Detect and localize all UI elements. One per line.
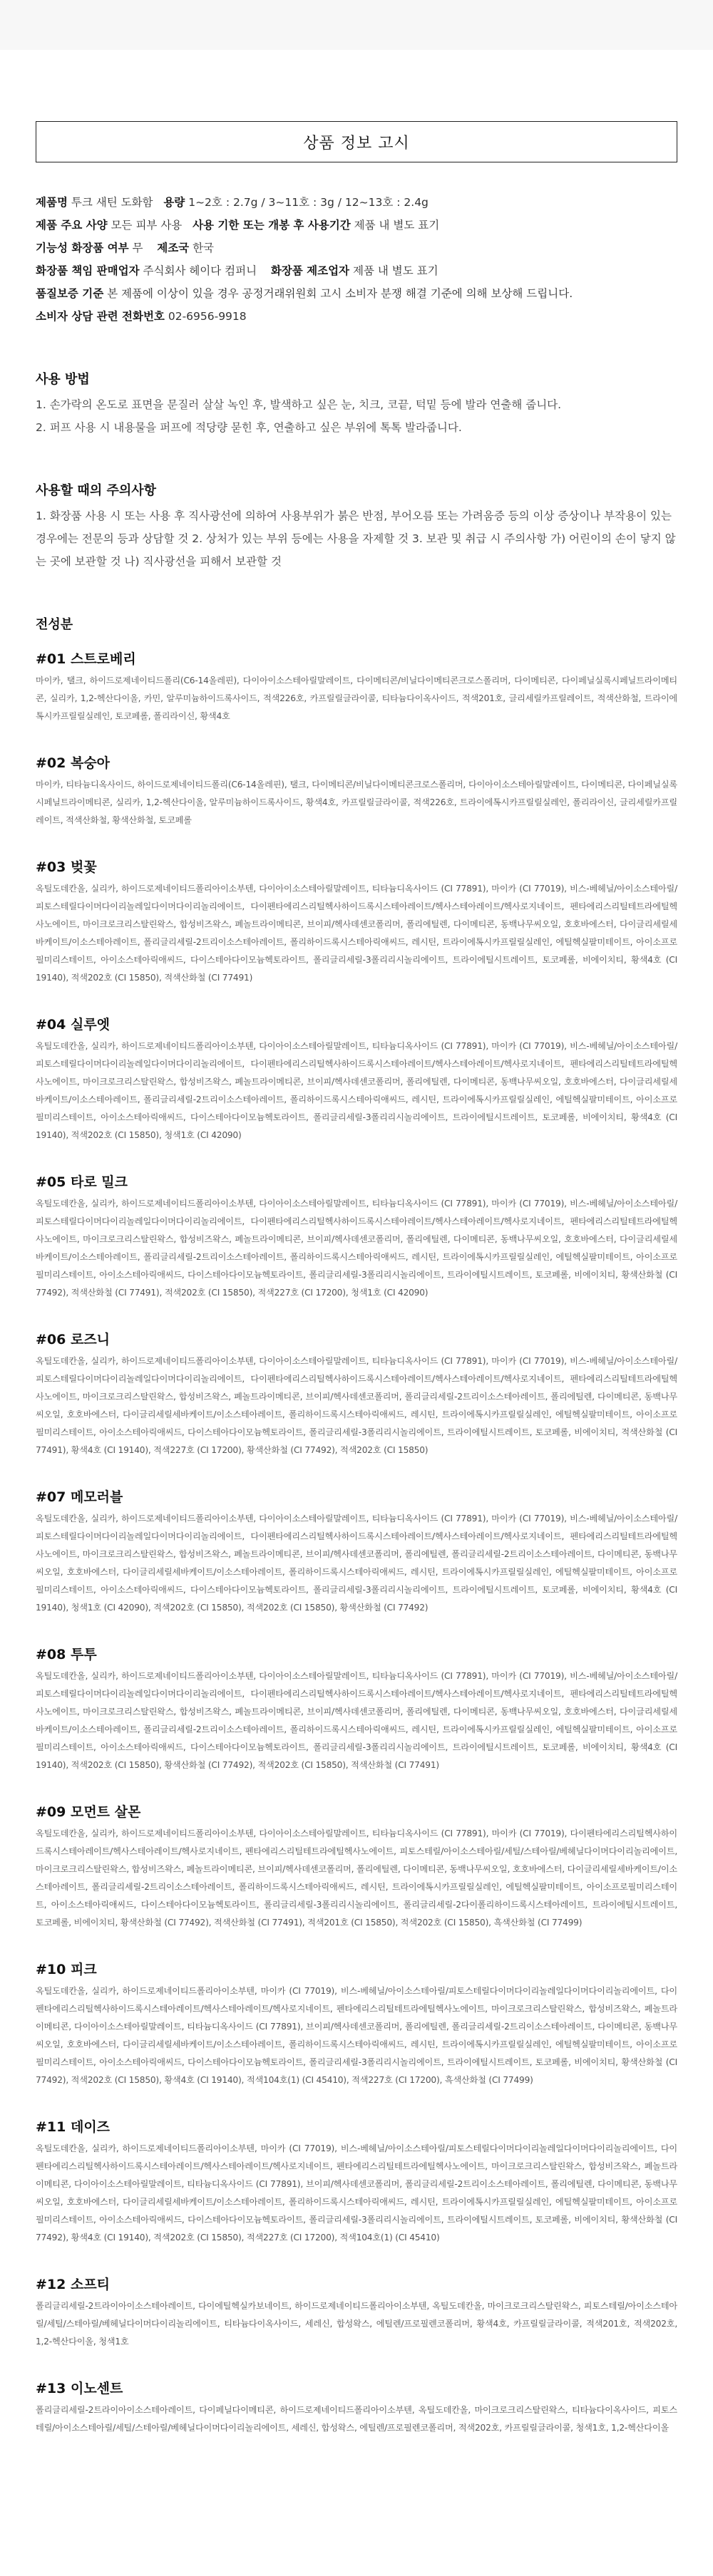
maker-label: 화장품 제조업자 <box>270 264 350 277</box>
expiry-value: 제품 내 별도 표기 <box>354 219 440 232</box>
ingredient-list: 옥틸도데칸올, 실리카, 하이드로제네이티드폴리아이소부텐, 다이아이소스테아릴말레이트, 티타늄디옥사이드 (CI 77891), 마이카 (CI 77019), 비스-베헤닐/아이소스테아릴/피토스테릴다이머다이리놀레일다이머다이리놀리에이트, 다이펜타에리스리틸헥사하이드록시스테아레이트/헥사스테아레이트/헥사로지네이트, 펜타에리스리틸테트라에틸헥사노에이트, 마이크로크리스탈린왁스, 합성비즈왁스, 폐놀트라이메티콘, 브이피/헥사데센코폴리머, 폴리에틸렌, 다이메티콘, 동백나무씨오일, 호호바에스터, 다이글리세릴세바케이트/이소스테아레이트, 폴리글리세릴-2트리이소스테아레이트, 폴리하이드록시스테아릭애씨드, 레시틴, 트라이에톡시카프릴릴실레인, 에틸헥실팔미테이트, 아이소프로필미리스테이트, 아이소스테아릭애씨드, 다이스테아다이모늄헥토라이트, 폴리글리세릴-3폴리리시놀리에이트, 트라이에틸시트레이트, 토코페롤, 비에이치티, 황색4호 (CI 19140), 적색202호 (CI 15850), 청색1호 (CI 42090) <box>36 1041 677 1140</box>
seller-value: 주식회사 헤이다 컴퍼니 <box>143 264 257 277</box>
contact-value: 02-6956-9918 <box>168 310 247 323</box>
ingredient-list: 폴리글리세릴-2트라이아이소스테아레이트, 다이페닐다이메티콘, 하이드로제네이티드폴리아이소부텐, 옥틸도데칸올, 마이크로크리스탈린왁스, 티타늄다이옥사이드, 피토스테릴/아이소스테아릴/세틸/스테아릴/베헤닐다이머다이리놀리에이트, 세레신, 합성왁스, 에틸렌/프로필렌코폴리머, 적색202호, 카프릴릴글라이콜, 청색1호, 1,2-헥산다이올 <box>36 2405 677 2433</box>
expiry-label: 사용 기한 또는 개봉 후 사용기간 <box>193 219 351 232</box>
ingredient-list: 옥틸도데칸올, 실리카, 하이드로제네이티드폴리아이소부텐, 다이아이소스테아릴말레이트, 티타늄디옥사이드 (CI 77891), 마이카 (CI 77019), 비스-베헤닐/아이소스테아릴/피토스테릴다이머다이리놀레일다이머다이리놀리에이트, 다이펜타에리스리틸헥사하이드록시스테아레이트/헥사스테아레이트/헥사로지네이트, 펜타에리스리틸테트라에틸헥사노에이트, 마이크로크리스탈린왁스, 합성비즈왁스, 폐놀트라이메티콘, 브이피/헥사데센코폴리머, 폴리에틸렌, 폴리글리세릴-2트리이소스테아레이트, 다이메티콘, 동백나무씨오일, 호호바에스터, 다이글리세릴세바케이트/이소스테아레이트, 폴리하이드록시스테아릭애씨드, 레시틴, 트라이에톡시카프릴릴실레인, 에틸헥실팔미테이트, 아이소프로필미리스테이트, 아이소스테아릭애씨드, 다이스테아다이모늄헥토라이트, 폴리글리세릴-3폴리리시놀리에이트, 트라이에틸시트레이트, 토코페롤, 비에이치티, 황색4호 (CI 19140), 청색1호 (CI 42090), 적색202호 (CI 15850), 적색202호 (CI 15850), 황색산화철 (CI 77492) <box>36 1514 677 1613</box>
ingredient-list: 마이카, 티타늄디옥사이드, 하이드로제네이티드폴리(C6-14올레핀), 탤크, 다이메티콘/비닐다이메티콘크로스폴리머, 다이아이소스테아릴말레이트, 다이메티콘, 다이페닐실록시페닐트라이메티콘, 실리카, 1,2-헥산다이올, 알루미늄하이드록사이드, 황색4호, 카프릴릴글라이콜, 적색226호, 트라이에톡시카프릴릴실레인, 폴리라이신, 글리세릴카프릴레이트, 적색산화철, 황색산화철, 토코페롤 <box>36 780 677 825</box>
origin-label: 제조국 <box>157 242 190 254</box>
ingredient-list: 옥틸도데칸올, 실리카, 하이드로제네이티드폴리아이소부텐, 다이아이소스테아릴말레이트, 티타늄디옥사이드 (CI 77891), 마이카 (CI 77019), 비스-베헤닐/아이소스테아릴/피토스테릴다이머다이리놀레일다이머다이리놀리에이트, 다이펜타에리스리틸헥사하이드록시스테아레이트/헥사스테아레이트/헥사로지네이트, 펜타에리스리틸테트라에틸헥사노에이트, 마이크로크리스탈린왁스, 합성비즈왁스, 폐놀트라이메티콘, 브이피/헥사데센코폴리머, 폴리에틸렌, 다이메티콘, 동백나무씨오일, 호호바에스터, 다이글리세릴세바케이트/이소스테아레이트, 폴리글리세릴-2트리이소스테아레이트, 폴리하이드록시스테아릭애씨드, 레시틴, 트라이에톡시카프릴릴실레인, 에틸헥실팔미테이트, 아이소프로필미리스테이트, 아이소스테아릭애씨드, 다이스테아다이모늄헥토라이트, 폴리글리세릴-3폴리리시놀리에이트, 트라이에틸시트레이트, 토코페롤, 비에이치티, 황색산화철 (CI 77492), 적색산화철 (CI 77491), 적색202호 (CI 15850), 적색227호 (CI 17200), 청색1호 (CI 42090) <box>36 1199 677 1298</box>
ingredient-section-title: #08 투투 <box>36 1647 97 1662</box>
ingredient-list: 옥틸도데칸올, 실리카, 하이드로제네이티드폴리아이소부텐, 마이카 (CI 77019), 비스-베헤닐/아이소스테아릴/피토스테릴다이머다이리놀레일다이머다이리놀리에이트, 다이펜타에리스리틸헥사하이드록시스테아레이트/헥사스테아레이트/헥사로지네이트, 펜타에리스리틸테트라에틸헥사노에이트, 마이크로크리스탈린왁스, 합성비즈왁스, 폐놀트라이메티콘, 다이아이소스테아릴말레이트, 티타늄디옥사이드 (CI 77891), 브이피/헥사데센코폴리머, 폴리에틸렌, 폴리글리세릴-2트리이소스테아레이트, 다이메티콘, 동백나무씨오일, 호호바에스터, 다이글리세릴세바케이트/이소스테아레이트, 폴리하이드록시스테아릭애씨드, 레시틴, 트라이에톡시카프릴릴실레인, 에틸헥실팔미테이트, 아이소프로필미리스테이트, 아이소스테아릭애씨드, 다이스테아다이모늄헥토라이트, 폴리글리세릴-3폴리리시놀리에이트, 트라이에틸시트레이트, 토코페롤, 비에이치티, 황색산화철 (CI 77492), 적색202호 (CI 15850), 황색4호 (CI 19140), 적색104호(1) (CI 45410), 적색227호 (CI 17200), 흑색산화철 (CI 77499) <box>36 1986 677 2085</box>
info-row-contact <box>36 305 677 328</box>
functional-label: 기능성 화장품 여부 <box>36 242 129 254</box>
ingredient-section-title: #07 메모러블 <box>36 1489 123 1505</box>
top-band <box>0 0 713 50</box>
origin-value: 한국 <box>193 242 215 254</box>
warranty-value: 본 제품에 이상이 있을 경우 공정거래위원회 고시 소비자 분쟁 해결 기준에 의해 보상해 드립니다. <box>107 287 573 300</box>
skin-type-value: 모든 피부 사용 <box>111 219 183 232</box>
ingredient-section-title: #05 타로 밀크 <box>36 1174 128 1190</box>
ingredient-section-title: #12 소프티 <box>36 2277 111 2292</box>
ingredient-section-title: #02 복숭아 <box>36 755 111 771</box>
caution-title: 사용할 때의 주의사항 <box>36 483 157 498</box>
ingredient-section-title: #11 데이즈 <box>36 2119 111 2135</box>
ingredient-section-title: #06 로즈니 <box>36 1332 111 1348</box>
product-info <box>36 191 677 328</box>
ingredient-list: 옥틸도데칸올, 실리카, 하이드로제네이티드폴리아이소부텐, 마이카 (CI 77019), 비스-베헤닐/아이소스테아릴/피토스테릴다이머다이리놀레일다이머다이리놀리에이트, 다이펜타에리스리틸헥사하이드록시스테아레이트/헥사스테아레이트/헥사로지네이트, 펜타에리스리틸테트라에틸헥사노에이트, 마이크로크리스탈린왁스, 합성비즈왁스, 폐놀트라이메티콘, 다이아이소스테아릴말레이트, 티타늄디옥사이드 (CI 77891), 브이피/헥사데센코폴리머, 폴리글리세릴-2트리이소스테아레이트, 폴리에틸렌, 다이메티콘, 동백나무씨오일, 호호바에스터, 다이글리세릴세바케이트/이소스테아레이트, 폴리하이드록시스테아릭애씨드, 레시틴, 트라이에톡시카프릴릴실레인, 에틸헥실팔미테이트, 아이소프로필미리스테이트, 아이소스테아릭애씨드, 다이스테아다이모늄헥토라이트, 폴리글리세릴-3폴리리시놀리에이트, 트라이에틸시트레이트, 토코페롤, 비에이치티, 황색산화철 (CI 77492), 황색4호 (CI 19140), 적색202호 (CI 15850), 적색227호 (CI 17200), 적색104호(1) (CI 45410) <box>36 2143 677 2243</box>
ingredient-list: 옥틸도데칸올, 실리카, 하이드로제네이티드폴리아이소부텐, 다이아이소스테아릴말레이트, 티타늄디옥사이드 (CI 77891), 마이카 (CI 77019), 비스-베헤닐/아이소스테아릴/피토스테릴다이머다이리놀레일다이머다이리놀리에이트, 다이펜타에리스리틸헥사하이드록시스테아레이트/헥사스테아레이트/헥사로지네이트, 펜타에리스리틸테트라에틸헥사노에이트, 마이크로크리스탈린왁스, 합성비즈왁스, 폐놀트라이메티콘, 브이피/헥사데센코폴리머, 폴리에틸렌, 다이메티콘, 동백나무씨오일, 호호바에스터, 다이글리세릴세바케이트/이소스테아레이트, 폴리글리세릴-2트리이소스테아레이트, 폴리하이드록시스테아릭애씨드, 레시틴, 트라이에톡시카프릴릴실레인, 에틸헥실팔미테이트, 아이소프로필미리스테이트, 아이소스테아릭애씨드, 다이스테아다이모늄헥토라이트, 폴리글리세릴-3폴리리시놀리에이트, 트라이에틸시트레이트, 토코페롤, 비에이치티, 황색4호 (CI 19140), 적색202호 (CI 15850), 적색산화철 (CI 77491) <box>36 884 677 983</box>
ingredient-list: 폴리글리세릴-2트라이아이소스테아레이트, 다이에틸헥실카보네이트, 하이드로제네이티드폴리아이소부텐, 옥틸도데칸올, 마이크로크리스탈린왁스, 피토스테릴/아이소스테아릴/세틸/스테아릴/베헤닐다이머다이리놀리에이트, 티타늄다이옥사이드, 세레신, 합성왁스, 에틸렌/프로필렌코폴리머, 황색4호, 카프릴릴글라이콜, 적색201호, 적색202호, 1,2-헥산다이올, 청색1호 <box>36 2301 677 2347</box>
caution-text: 1. 화장품 사용 시 또는 사용 후 직사광선에 의하여 사용부위가 붉은 반점, 부어오름 또는 가려움증 등의 이상 증상이나 부작용이 있는 경우에는 전문의 등과 상담할 것 2. 상처가 있는 부위 등에는 사용을 자제할 것 3. 보관 및 취급 시 주의사항 가) 어린이의 손이 닿지 않는 곳에 보관할 것 나) 직사광선을 피해서 보관할 것 <box>36 509 676 568</box>
info-row-product <box>36 191 677 214</box>
info-row-functional <box>36 237 677 259</box>
usage-line-1: 1. 손가락의 온도로 표면을 문질러 살살 녹인 후, 발색하고 싶은 눈, 치크, 코끝, 턱밑 등에 발라 연출해 줍니다. <box>36 398 562 411</box>
seller-label: 화장품 책임 판매업자 <box>36 264 140 277</box>
ingredients-title: 전성분 <box>36 617 73 632</box>
info-row-spec <box>36 214 677 237</box>
info-row-seller <box>36 259 677 282</box>
capacity-label: 용량 <box>163 196 185 209</box>
ingredient-list: 옥틸도데칸올, 실리카, 하이드로제네이티드폴리아이소부텐, 다이아이소스테아릴말레이트, 티타늄디옥사이드 (CI 77891), 마이카 (CI 77019), 비스-베헤닐/아이소스테아릴/피토스테릴다이머다이리놀레일다이머다이리놀리에이트, 다이펜타에리스리틸헥사하이드록시스테아레이트/헥사스테아레이트/헥사로지네이트, 펜타에리스리틸테트라에틸헥사노에이트, 마이크로크리스탈린왁스, 합성비즈왁스, 폐놀트라이메티콘, 브이피/헥사데센코폴리머, 폴리에틸렌, 다이메티콘, 동백나무씨오일, 호호바에스터, 다이글리세릴세바케이트/이소스테아레이트, 폴리글리세릴-2트리이소스테아레이트, 폴리하이드록시스테아릭애씨드, 레시틴, 트라이에톡시카프릴릴실레인, 에틸헥실팔미테이트, 아이소프로필미리스테이트, 아이소스테아릭애씨드, 다이스테아다이모늄헥토라이트, 폴리글리세릴-3폴리리시놀리에이트, 트라이에틸시트레이트, 토코페롤, 비에이치티, 황색4호 (CI 19140), 적색202호 (CI 15850), 황색산화철 (CI 77492), 적색202호 (CI 15850), 적색산화철 (CI 77491) <box>36 1671 677 1770</box>
ingredient-list: 마이카, 탤크, 하이드로제네이티드폴리(C6-14올레핀), 다이아이소스테아릴말레이트, 다이메티콘/비닐다이메티콘크로스폴리머, 다이메티콘, 다이페닐실록시페닐트라이메티콘, 실리카, 1,2-헥산다이올, 카민, 알루미늄하이드록사이드, 적색226호, 카프릴릴글라이콜, 티타늄다이옥사이드, 적색201호, 글리세릴카프릴레이트, 적색산화철, 트라이에톡시카프릴릴실레인, 토코페롤, 폴리라이신, 황색4호 <box>36 676 677 721</box>
usage-line-2: 2. 퍼프 사용 시 내용물을 퍼프에 적당량 묻힌 후, 연출하고 싶은 부위에 톡톡 발라줍니다. <box>36 421 462 434</box>
page-content <box>0 121 713 2437</box>
ingredient-sections <box>36 648 677 2437</box>
product-name-label: 제품명 <box>36 196 68 209</box>
functional-value: 무 <box>132 242 143 254</box>
ingredient-section-title: #03 벚꽃 <box>36 859 97 875</box>
warranty-label: 품질보증 기준 <box>36 287 104 300</box>
ingredient-section-title: #09 모먼트 살몬 <box>36 1804 141 1820</box>
ingredient-section-title: #04 실루엣 <box>36 1017 111 1033</box>
usage-title: 사용 방법 <box>36 372 90 387</box>
skin-type-label: 제품 주요 사양 <box>36 219 108 232</box>
ingredient-list: 옥틸도데칸올, 실리카, 하이드로제네이티드폴리아이소부텐, 다이아이소스테아릴말레이트, 티타늄디옥사이드 (CI 77891), 마이카 (CI 77019), 다이펜타에리스리틸헥사하이드록시스테아레이트/헥사스테아레이트/헥사로지네이트, 펜타에리스리틸테트라에틸헥사노에이트, 피토스테릴/아이소스테아릴/세틸/스테아릴/베헤닐다이머다이리놀리에이트, 마이크로크리스탈린왁스, 합성비즈왁스, 폐놀트라이메티콘, 브이피/헥사데센코폴리머, 폴리에틸렌, 다이메티콘, 동백나무씨오일, 호호바에스터, 다이글리세릴세바케이트/이소스테아레이트, 폴리글리세릴-2트리이소스테아레이트, 폴리하이드록시스테아릭애씨드, 레시틴, 트라이에톡시카프릴릴실레인, 에틸헥실팔미테이트, 아이소프로필미리스테이트, 아이소스테아릭애씨드, 다이스테아다이모늄헥토라이트, 폴리글리세릴-3폴리리시놀리에이트, 폴리글리세릴-2다이폴리하이드록시스테아레이트, 트라이에틸시트레이트, 토코페롤, 비에이치티, 황색산화철 (CI 77492), 적색산화철 (CI 77491), 적색201호 (CI 15850), 적색202호 (CI 15850), 흑색산화철 (CI 77499) <box>36 1828 677 1928</box>
ingredient-section-title: #01 스트로베리 <box>36 651 136 667</box>
ingredient-list: 옥틸도데칸올, 실리카, 하이드로제네이티드폴리아이소부텐, 다이아이소스테아릴말레이트, 티타늄디옥사이드 (CI 77891), 마이카 (CI 77019), 비스-베헤닐/아이소스테아릴/피토스테릴다이머다이리놀레일다이머다이리놀리에이트, 다이펜타에리스리틸헥사하이드록시스테아레이트/헥사스테아레이트/헥사로지네이트, 펜타에리스리틸테트라에틸헥사노에이트, 마이크로크리스탈린왁스, 합성비즈왁스, 폐놀트라이메티콘, 브이피/헥사데센코폴리머, 폴리글리세릴-2트리이소스테아레이트, 폴리에틸렌, 다이메티콘, 동백나무씨오일, 호호바에스터, 다이글리세릴세바케이트/이소스테아레이트, 폴리하이드록시스테아릭애씨드, 레시틴, 트라이에톡시카프릴릴실레인, 에틸헥실팔미테이트, 아이소프로필미리스테이트, 아이소스테아릭애씨드, 다이스테아다이모늄헥토라이트, 폴리글리세릴-3폴리리시놀리에이트, 트라이에틸시트레이트, 토코페롤, 비에이치티, 적색산화철 (CI 77491), 황색4호 (CI 19140), 적색227호 (CI 17200), 황색산화철 (CI 77492), 적색202호 (CI 15850) <box>36 1356 677 1455</box>
page-title: 상품 정보 고시 <box>36 121 677 162</box>
info-row-warranty <box>36 282 677 305</box>
contact-label: 소비자 상담 관련 전화번호 <box>36 310 165 323</box>
maker-value: 제품 내 별도 표기 <box>352 264 438 277</box>
product-name-value: 투크 새틴 도화함 <box>71 196 153 209</box>
capacity-value: 1~2호 : 2.7g / 3~11호 : 3g / 12~13호 : 2.4g <box>188 196 429 209</box>
ingredient-section-title: #10 피크 <box>36 1962 97 1977</box>
ingredient-section-title: #13 이노센트 <box>36 2381 123 2396</box>
